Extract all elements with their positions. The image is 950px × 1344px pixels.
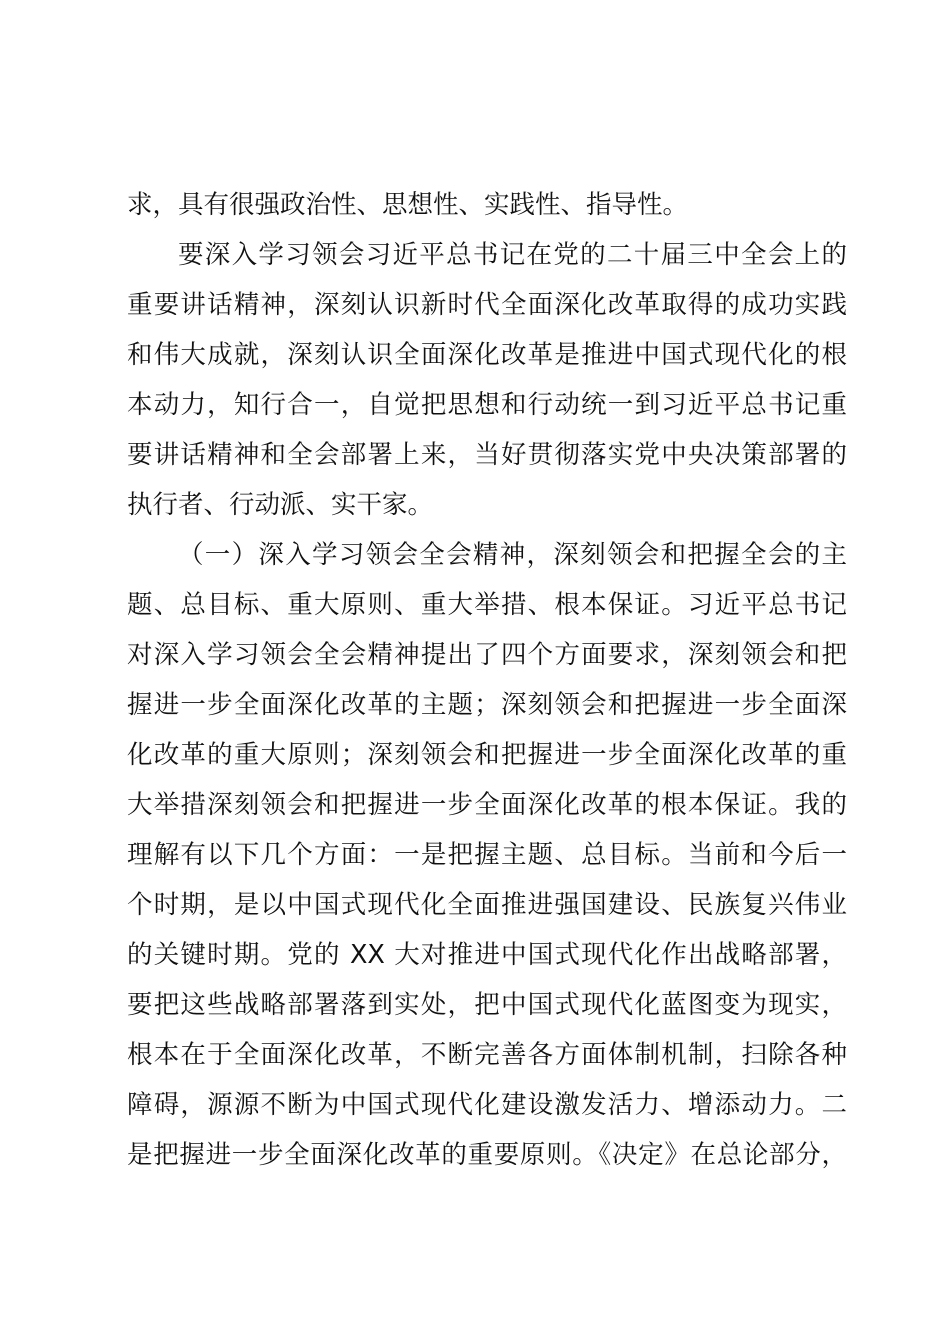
- text-line: 的关键时期。党的 XX 大对推进中国式现代化作出战略部署，: [127, 940, 847, 970]
- text-line: 重要讲话精神，深刻认识新时代全面深化改革取得的成功实践: [127, 290, 847, 320]
- document-body: [127, 180, 847, 1180]
- text-line: 执行者、行动派、实干家。: [127, 490, 434, 520]
- text-line: 障碍，源源不断为中国式现代化建设激发活力、增添动力。二: [127, 1090, 847, 1120]
- text-line: 理解有以下几个方面：一是把握主题、总目标。当前和今后一: [127, 840, 847, 870]
- text-line: 本动力，知行合一，自觉把思想和行动统一到习近平总书记重: [127, 390, 847, 420]
- text-line: 根本在于全面深化改革，不断完善各方面体制机制，扫除各种: [127, 1040, 847, 1070]
- text-line: 要深入学习领会习近平总书记在党的二十届三中全会上的: [178, 240, 847, 270]
- text-line: 化改革的重大原则；深刻领会和把握进一步全面深化改革的重: [127, 740, 847, 770]
- text-line: 握进一步全面深化改革的主题；深刻领会和把握进一步全面深: [127, 690, 847, 720]
- text-line: 要讲话精神和全会部署上来，当好贯彻落实党中央决策部署的: [127, 440, 847, 470]
- text-line: 对深入学习领会全会精神提出了四个方面要求，深刻领会和把: [127, 640, 847, 670]
- text-line: 是把握进一步全面深化改革的重要原则。《决定》在总论部分，: [127, 1140, 847, 1170]
- text-line: 要把这些战略部署落到实处，把中国式现代化蓝图变为现实，: [127, 990, 847, 1020]
- text-line: 题、总目标、重大原则、重大举措、根本保证。习近平总书记: [127, 590, 847, 620]
- text-line: 和伟大成就，深刻认识全面深化改革是推进中国式现代化的根: [127, 340, 847, 370]
- text-line: 大举措深刻领会和把握进一步全面深化改革的根本保证。我的: [127, 790, 847, 820]
- text-line: 个时期，是以中国式现代化全面推进强国建设、民族复兴伟业: [127, 890, 847, 920]
- text-line: 求，具有很强政治性、思想性、实践性、指导性。: [127, 190, 689, 220]
- text-line: （一）深入学习领会全会精神，深刻领会和把握全会的主: [178, 540, 847, 570]
